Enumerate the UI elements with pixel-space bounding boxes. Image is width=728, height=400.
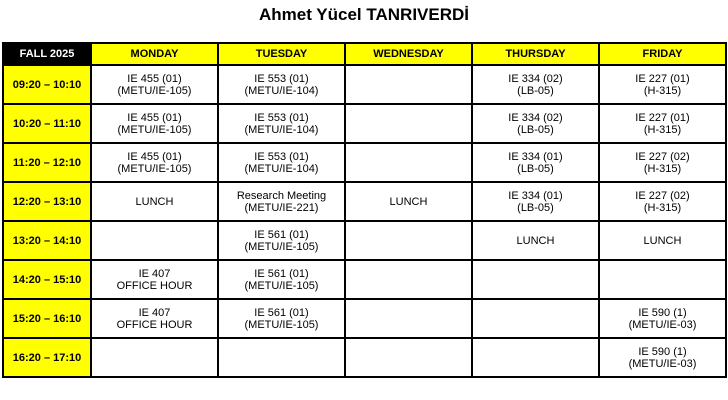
cell-course: LUNCH [135, 195, 174, 208]
cell-room: (H-315) [643, 162, 682, 175]
schedule-cell-friday [599, 260, 726, 299]
time-slot-label: 11:20 – 12:10 [3, 143, 91, 182]
schedule-cell-tuesday [218, 104, 345, 143]
schedule-cell-monday [91, 299, 218, 338]
schedule-cell-thursday [472, 260, 599, 299]
cell-course: IE 227 (01) [635, 72, 690, 85]
cell-course: IE 590 (1) [638, 345, 687, 358]
schedule-cell-tuesday [218, 221, 345, 260]
schedule-cell-friday [599, 182, 726, 221]
schedule-cell-friday [599, 104, 726, 143]
schedule-cell-wednesday [345, 221, 472, 260]
cell-room: (H-315) [643, 84, 682, 97]
schedule-cell-friday [599, 299, 726, 338]
schedule-cell-thursday [472, 104, 599, 143]
cell-room: (METU/IE-105) [244, 318, 319, 331]
cell-room: (METU/IE-105) [244, 240, 319, 253]
time-slot-label: 09:20 – 10:10 [3, 65, 91, 104]
cell-course: IE 553 (01) [254, 72, 309, 85]
schedule-row [3, 104, 726, 143]
cell-course: IE 553 (01) [254, 150, 309, 163]
cell-room: (METU/IE-104) [244, 84, 319, 97]
header-row [3, 43, 726, 65]
cell-room: (METU/IE-105) [117, 84, 192, 97]
schedule-cell-friday [599, 143, 726, 182]
cell-room: (LB-05) [517, 123, 554, 136]
cell-room: (LB-05) [517, 84, 554, 97]
schedule-cell-monday [91, 182, 218, 221]
cell-course: LUNCH [643, 234, 682, 247]
cell-room: (METU/IE-105) [244, 279, 319, 292]
cell-course: Research Meeting [236, 189, 327, 202]
schedule-cell-wednesday [345, 65, 472, 104]
schedule-cell-monday [91, 104, 218, 143]
cell-room: OFFICE HOUR [116, 279, 193, 292]
day-header-monday: MONDAY [91, 43, 218, 65]
cell-course: IE 561 (01) [254, 267, 309, 280]
day-header-tuesday: TUESDAY [218, 43, 345, 65]
schedule-cell-wednesday [345, 104, 472, 143]
schedule-row [3, 299, 726, 338]
cell-room: (METU/IE-03) [628, 318, 697, 331]
cell-course: LUNCH [389, 195, 428, 208]
schedule-row [3, 182, 726, 221]
day-header-friday: FRIDAY [599, 43, 726, 65]
schedule-cell-thursday [472, 143, 599, 182]
term-label: FALL 2025 [3, 43, 91, 65]
cell-room: (H-315) [643, 123, 682, 136]
schedule-cell-wednesday [345, 299, 472, 338]
schedule-cell-monday [91, 260, 218, 299]
schedule-cell-tuesday [218, 143, 345, 182]
schedule-cell-monday [91, 143, 218, 182]
cell-room: (METU/IE-03) [628, 357, 697, 370]
cell-course: IE 407 [138, 306, 171, 319]
schedule-cell-thursday [472, 65, 599, 104]
schedule-cell-tuesday [218, 260, 345, 299]
cell-course: IE 334 (01) [508, 150, 563, 163]
schedule-table [2, 42, 727, 378]
time-slot-label: 16:20 – 17:10 [3, 338, 91, 377]
cell-course: IE 455 (01) [127, 150, 182, 163]
cell-course: IE 334 (02) [508, 111, 563, 124]
time-slot-label: 15:20 – 16:10 [3, 299, 91, 338]
cell-course: IE 407 [138, 267, 171, 280]
cell-course: IE 227 (01) [635, 111, 690, 124]
schedule-cell-thursday [472, 221, 599, 260]
schedule-cell-thursday [472, 338, 599, 377]
schedule-row [3, 338, 726, 377]
cell-room: (METU/IE-105) [117, 123, 192, 136]
schedule-cell-wednesday [345, 143, 472, 182]
schedule-cell-friday [599, 221, 726, 260]
schedule-row [3, 221, 726, 260]
time-slot-label: 10:20 – 11:10 [3, 104, 91, 143]
time-slot-label: 12:20 – 13:10 [3, 182, 91, 221]
cell-room: (H-315) [643, 201, 682, 214]
cell-course: IE 334 (01) [508, 189, 563, 202]
cell-room: (METU/IE-104) [244, 162, 319, 175]
cell-course: IE 227 (02) [635, 150, 690, 163]
schedule-cell-friday [599, 65, 726, 104]
time-slot-label: 14:20 – 15:10 [3, 260, 91, 299]
schedule-cell-wednesday [345, 182, 472, 221]
cell-course: LUNCH [516, 234, 555, 247]
day-header-thursday: THURSDAY [472, 43, 599, 65]
cell-room: (METU/IE-104) [244, 123, 319, 136]
time-slot-label: 13:20 – 14:10 [3, 221, 91, 260]
cell-course: IE 553 (01) [254, 111, 309, 124]
schedule-row [3, 65, 726, 104]
cell-course: IE 334 (02) [508, 72, 563, 85]
page-title: Ahmet Yücel TANRIVERDİ [258, 5, 470, 24]
schedule-cell-friday [599, 338, 726, 377]
schedule-cell-monday [91, 338, 218, 377]
day-header-wednesday: WEDNESDAY [345, 43, 472, 65]
cell-course: IE 561 (01) [254, 306, 309, 319]
schedule-cell-wednesday [345, 260, 472, 299]
cell-course: IE 227 (02) [635, 189, 690, 202]
schedule-row [3, 260, 726, 299]
schedule-cell-wednesday [345, 338, 472, 377]
schedule-cell-monday [91, 65, 218, 104]
cell-room: (METU/IE-221) [244, 201, 319, 214]
cell-course: IE 561 (01) [254, 228, 309, 241]
cell-room: OFFICE HOUR [116, 318, 193, 331]
schedule-cell-monday [91, 221, 218, 260]
cell-course: IE 455 (01) [127, 111, 182, 124]
schedule-cell-tuesday [218, 338, 345, 377]
schedule-cell-tuesday [218, 182, 345, 221]
schedule-cell-thursday [472, 182, 599, 221]
cell-room: (LB-05) [517, 201, 554, 214]
cell-room: (METU/IE-105) [117, 162, 192, 175]
schedule-cell-tuesday [218, 65, 345, 104]
schedule-cell-tuesday [218, 299, 345, 338]
cell-room: (LB-05) [517, 162, 554, 175]
schedule-cell-thursday [472, 299, 599, 338]
cell-course: IE 590 (1) [638, 306, 687, 319]
cell-course: IE 455 (01) [127, 72, 182, 85]
schedule-row [3, 143, 726, 182]
